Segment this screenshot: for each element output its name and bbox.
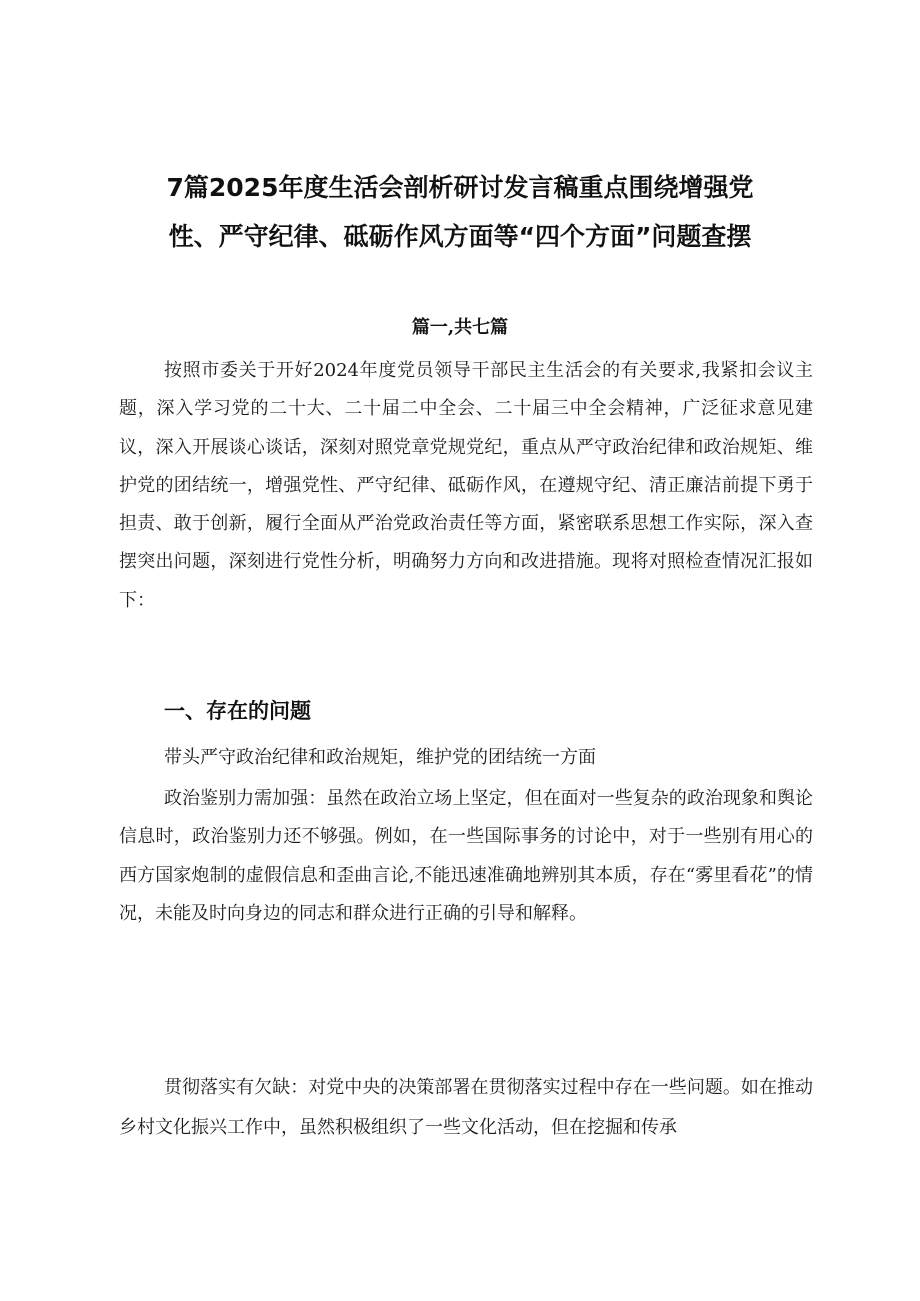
paragraph-political-judgment: 政治鉴别力需加强：虽然在政治立场上坚定，但在面对一些复杂的政治现象和舆论信息时，政治鉴别力还不够强。例如，在一些国际事务的讨论中，对于一些别有用心的西方国家炮制的虚假信息和歪曲言论,不能迅速准确地辨别其本质，存在“雾里看花”的情况，未能及时向身边的同志和群众进行正确的引导和解释。 <box>119 788 813 924</box>
document-title-line-2: 性、严守纪律、砥砺作风方面等“四个方面”问题查摆 <box>168 222 752 251</box>
document-subtitle: 篇一,共七篇 <box>411 317 509 338</box>
section-heading-problems: 一、存在的问题 <box>164 699 311 723</box>
intro-paragraph: 按照市委关于开好2024年度党员领导干部民主生活会的有关要求,我紧扣会议主题，深入学习党的二十大、二十届二中全会、二十届三中全会精神，广泛征求意见建议，深入开展谈心谈话，深刻对照党章党规党纪，重点从严守政治纪律和政治规矩、维护党的团结统一，增强党性、严守纪律、砥砺作风，在遵规守纪、清正廉洁前提下勇于担责、敢于创新，履行全面从严治党政治责任等方面，紧密联系思想工作实际，深入查摆突出问题，深刻进行党性分析，明确努力方向和改进措施。现将对照检查情况汇报如下： <box>119 360 813 611</box>
paragraph-implementation: 贯彻落实有欠缺：对党中央的决策部署在贯彻落实过程中存在一些问题。如在推动乡村文化振兴工作中，虽然积极组织了一些文化活动，但在挖掘和传承 <box>119 1077 813 1138</box>
section-subheading-political-discipline: 带头严守政治纪律和政治规矩，维护党的团结统一方面 <box>164 747 596 768</box>
document-title-line-1: 7篇2025年度生活会剖析研讨发言稿重点围绕增强党 <box>166 173 754 202</box>
